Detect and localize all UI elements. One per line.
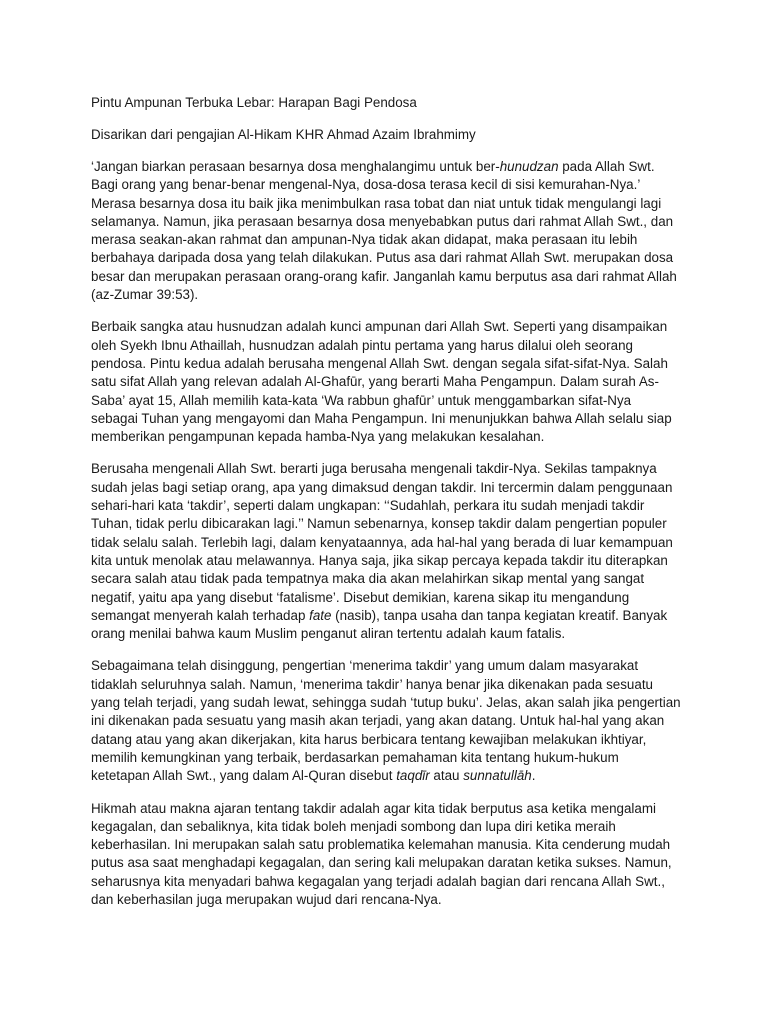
paragraph-4-text-a: Sebagaimana telah disinggung, pengertian ‘menerima takdir’ yang umum dalam masyarakat tidaklah seluruhnya salah. Namun, ‘menerima takdir’ hanya benar jika dikenakan pada sesuatu yang telah terjadi, yang sudah lewat, sehingga sudah ‘tutup buku’. Jelas, akan salah jika pengertian ini dikenakan pada sesuatu yang masih akan terjadi, yang akan datang. Untuk hal-hal yang akan datang atau yang akan dikerjakan, kita harus berbicara tentang kewajiban melakukan ikhtiyar, memilih kemungkinan yang terbaik, berdasarkan pemahaman kita tentang hukum-hukum ketetapan Allah Swt., yang dalam Al-Quran disebut: [91, 658, 681, 784]
document-title: Pintu Ampunan Terbuka Lebar: Harapan Bagi Pendosa: [91, 95, 417, 110]
paragraph-1-text-c: pada Allah Swt. Bagi orang yang benar-benar mengenal-Nya, dosa-dosa terasa kecil di sisi kemurahan-Nya.’ Merasa besarnya dosa itu baik jika menimbulkan rasa tobat dan niat untuk tidak mengulangi lagi selamanya. Namun, jika perasaan besarnya dosa menyebabkan putus dari rahmat Allah Swt., dan merasa seakan-akan rahmat dan ampunan-Nya tidak akan didapat, maka perasaan itu lebih berbahaya daripada dosa yang telah dilakukan. Putus asa dari rahmat Allah Swt. merupakan dosa besar dan merupakan perasaan orang-orang kafir. Janganlah kamu berputus asa dari rahmat Allah (az-Zumar 39:53).: [91, 159, 677, 303]
paragraph-2-text: Berbaik sangka atau husnudzan adalah kunci ampunan dari Allah Swt. Seperti yang disampaikan oleh Syekh Ibnu Athaillah, husnudzan adalah pintu pertama yang harus dilalui oleh seorang pendosa. Pintu kedua adalah berusaha mengenal Allah Swt. dengan segala sifat-sifat-Nya. Salah satu sifat Allah yang relevan adalah Al-Ghafūr, yang berarti Maha Pengampun. Dalam surah As-Saba’ ayat 15, Allah memilih kata-kata ‘Wa rabbun ghafūr’ untuk menggambarkan sifat-Nya sebagai Tuhan yang mengayomi dan Maha Pengampun. Ini menunjukkan bahwa Allah selalu siap memberikan pengampunan kepada hamba-Nya yang melakukan kesalahan.: [91, 319, 672, 445]
paragraph-4: [91, 657, 681, 785]
document-source: Disarikan dari pengajian Al-Hikam KHR Ahmad Azaim Ibrahmimy: [91, 127, 476, 142]
paragraph-1: [91, 158, 681, 304]
paragraph-1-emphasis: hunudzan: [499, 159, 559, 174]
paragraph-3-emphasis: fate: [309, 607, 332, 623]
paragraph-4-text-c: atau: [429, 768, 464, 784]
paragraph-2: [91, 318, 681, 446]
paragraph-3-text-c: (nasib), tanpa usaha dan tanpa kegiatan kreatif. Banyak orang menilai bahwa kaum Muslim penganut aliran tertentu adalah kaum fatalis.: [91, 607, 668, 642]
paragraph-5-text: Hikmah atau makna ajaran tentang takdir adalah agar kita tidak berputus asa ketika mengalami kegagalan, dan sebaliknya, kita tidak boleh menjadi sombong dan lupa diri ketika meraih keberhasilan. Ini merupakan salah satu problematika kelemahan manusia. Kita cenderung mudah putus asa saat menghadapi kegagalan, dan sering kali melupakan daratan ketika sukses. Namun, seharusnya kita menyadari bahwa kegagalan yang terjadi adalah bagian dari rencana Allah Swt., dan keberhasilan juga merupakan wujud dari rencana-Nya.: [91, 800, 672, 907]
paragraph-3: [91, 460, 681, 643]
paragraph-1-text-a: ‘Jangan biarkan perasaan besarnya dosa menghalangimu untuk ber-: [91, 159, 500, 174]
paragraph-4-text-e: .: [531, 768, 536, 784]
document-page: [91, 94, 681, 923]
paragraph-3-text-a: Berusaha mengenali Allah Swt. berarti juga berusaha mengenali takdir-Nya. Sekilas tampaknya sudah jelas bagi setiap orang, apa yang dimaksud dengan takdir. Ini tercermin dalam penggunaan sehari-hari kata ‘takdir’, seperti dalam ungkapan: ‘‘Sudahlah, perkara itu sudah menjadi takdir Tuhan, tidak perlu dibicarakan lagi.’’ Namun sebenarnya, konsep takdir dalam pengertian populer tidak selalu salah. Terlebih lagi, dalam kenyataannya, ada hal-hal yang berada di luar kemampuan kita untuk menolak atau melawannya. Hanya saja, jika sikap percaya kepada takdir itu diterapkan secara salah atau tidak pada tempatnya maka dia akan melahirkan sikap mental yang sangat negatif, yaitu apa yang disebut ‘fatalisme’. Disebut demikian, karena sikap itu mengandung semangat menyerah kalah terhadap: [91, 461, 673, 623]
paragraph-4-emphasis-taqdir: taqdīr: [396, 768, 430, 784]
paragraph-5: [91, 800, 681, 910]
paragraph-4-emphasis-sunnatullah: sunnatullāh: [463, 768, 532, 784]
